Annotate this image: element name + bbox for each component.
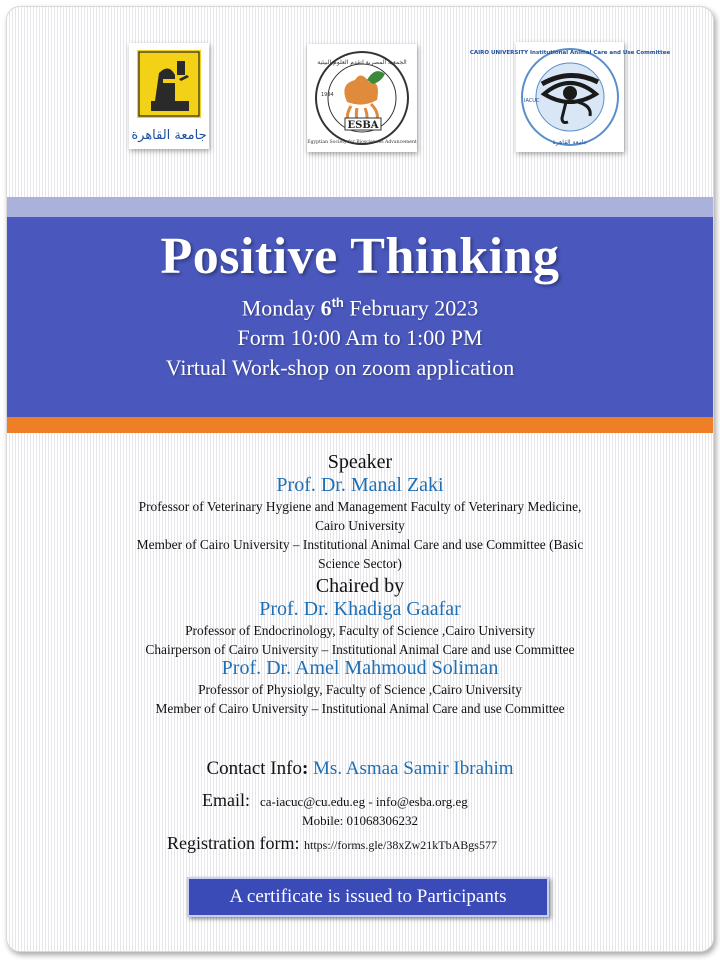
chair1-name: Prof. Dr. Khadiga Gaafar [259,598,461,620]
contact-label: Contact Info [206,758,302,779]
email-label: Email: [202,790,250,810]
speaker-line: Science Sector) [318,556,402,571]
speaker-line: Member of Cairo University – Institutional Animal Care and use Committee (Basic [136,537,584,552]
date-day: 6 [320,295,332,321]
svg-text:جامعة القاهرة: جامعة القاهرة [131,128,207,143]
date-prefix: Monday [241,295,321,321]
svg-text:الجمعية المصرية لتقدم العلوم ا: الجمعية المصرية لتقدم العلوم البيئية [317,59,407,66]
chair2-line: Professor of Physiolgy, Faculty of Science ,Cairo University [198,682,522,697]
chaired-by-label: Chaired by [315,575,405,597]
speakers-section [7,447,713,718]
svg-text:ESBA: ESBA [347,120,379,131]
event-title: Positive Thinking [160,228,560,285]
contact-name: Ms. Asmaa Samir Ibrahim [313,758,514,779]
registration-link[interactable]: https://forms.gle/38xZw21kTbABgs577 [303,838,497,852]
speaker-line: Cairo University [315,518,405,533]
speaker-line: Professor of Veterinary Hygiene and Management Faculty of Veterinary Medicine, [138,499,582,514]
speaker-label: Speaker [327,451,393,473]
event-date [7,295,713,321]
contact-mobile: Mobile: 01068306232 [302,813,418,828]
date-rest: February 2023 [343,295,479,321]
email-addresses[interactable]: ca-iacuc@cu.edu.eg - info@esba.org.eg [260,794,468,809]
certificate-banner: A certificate is issued to Participants [187,877,549,917]
chair1-line: Professor of Endocrinology, Faculty of Science ,Cairo University [185,623,535,638]
svg-text:Egyptian Society for Bioscienc: Egyptian Society for Biosciences Advancement [307,140,417,145]
esba-society-logo-icon [307,44,417,152]
logo-row [7,7,713,197]
registration-label: Registration form: [167,833,304,853]
svg-text:1994: 1994 [321,92,334,98]
contact-info [7,758,713,780]
svg-text:جامعة القاهرة: جامعة القاهرة [552,139,588,146]
event-time: Form 10:00 Am to 1:00 PM [237,325,483,350]
chair2-name: Prof. Dr. Amel Mahmoud Soliman [221,657,499,679]
chair2-description [7,680,713,718]
contact-colon: : [301,758,309,779]
speaker-name: Prof. Dr. Manal Zaki [276,474,444,496]
chair2-line: Member of Cairo University – Institutional Animal Care and use Committee [155,701,565,716]
svg-text:CAIRO UNIVERSITY Institutional: CAIRO UNIVERSITY Institutional Animal Care and Use Committee [469,50,671,56]
speaker-description [7,497,713,573]
orange-accent-band [7,417,713,433]
top-accent-band [7,197,713,217]
event-format: Virtual Work-shop on zoom application [165,355,515,380]
chair1-description [7,621,713,659]
svg-text:IACUC: IACUC [524,98,540,104]
cairo-university-logo-icon [129,43,209,149]
registration-form [167,833,497,854]
iacuc-eye-of-horus-logo-icon [469,42,671,152]
chair1-line: Chairperson of Cairo University – Institutional Animal Care and use Committee [145,642,575,657]
date-suffix: th [331,295,344,310]
poster [6,6,714,952]
contact-email [202,790,468,811]
title-banner [7,217,713,417]
